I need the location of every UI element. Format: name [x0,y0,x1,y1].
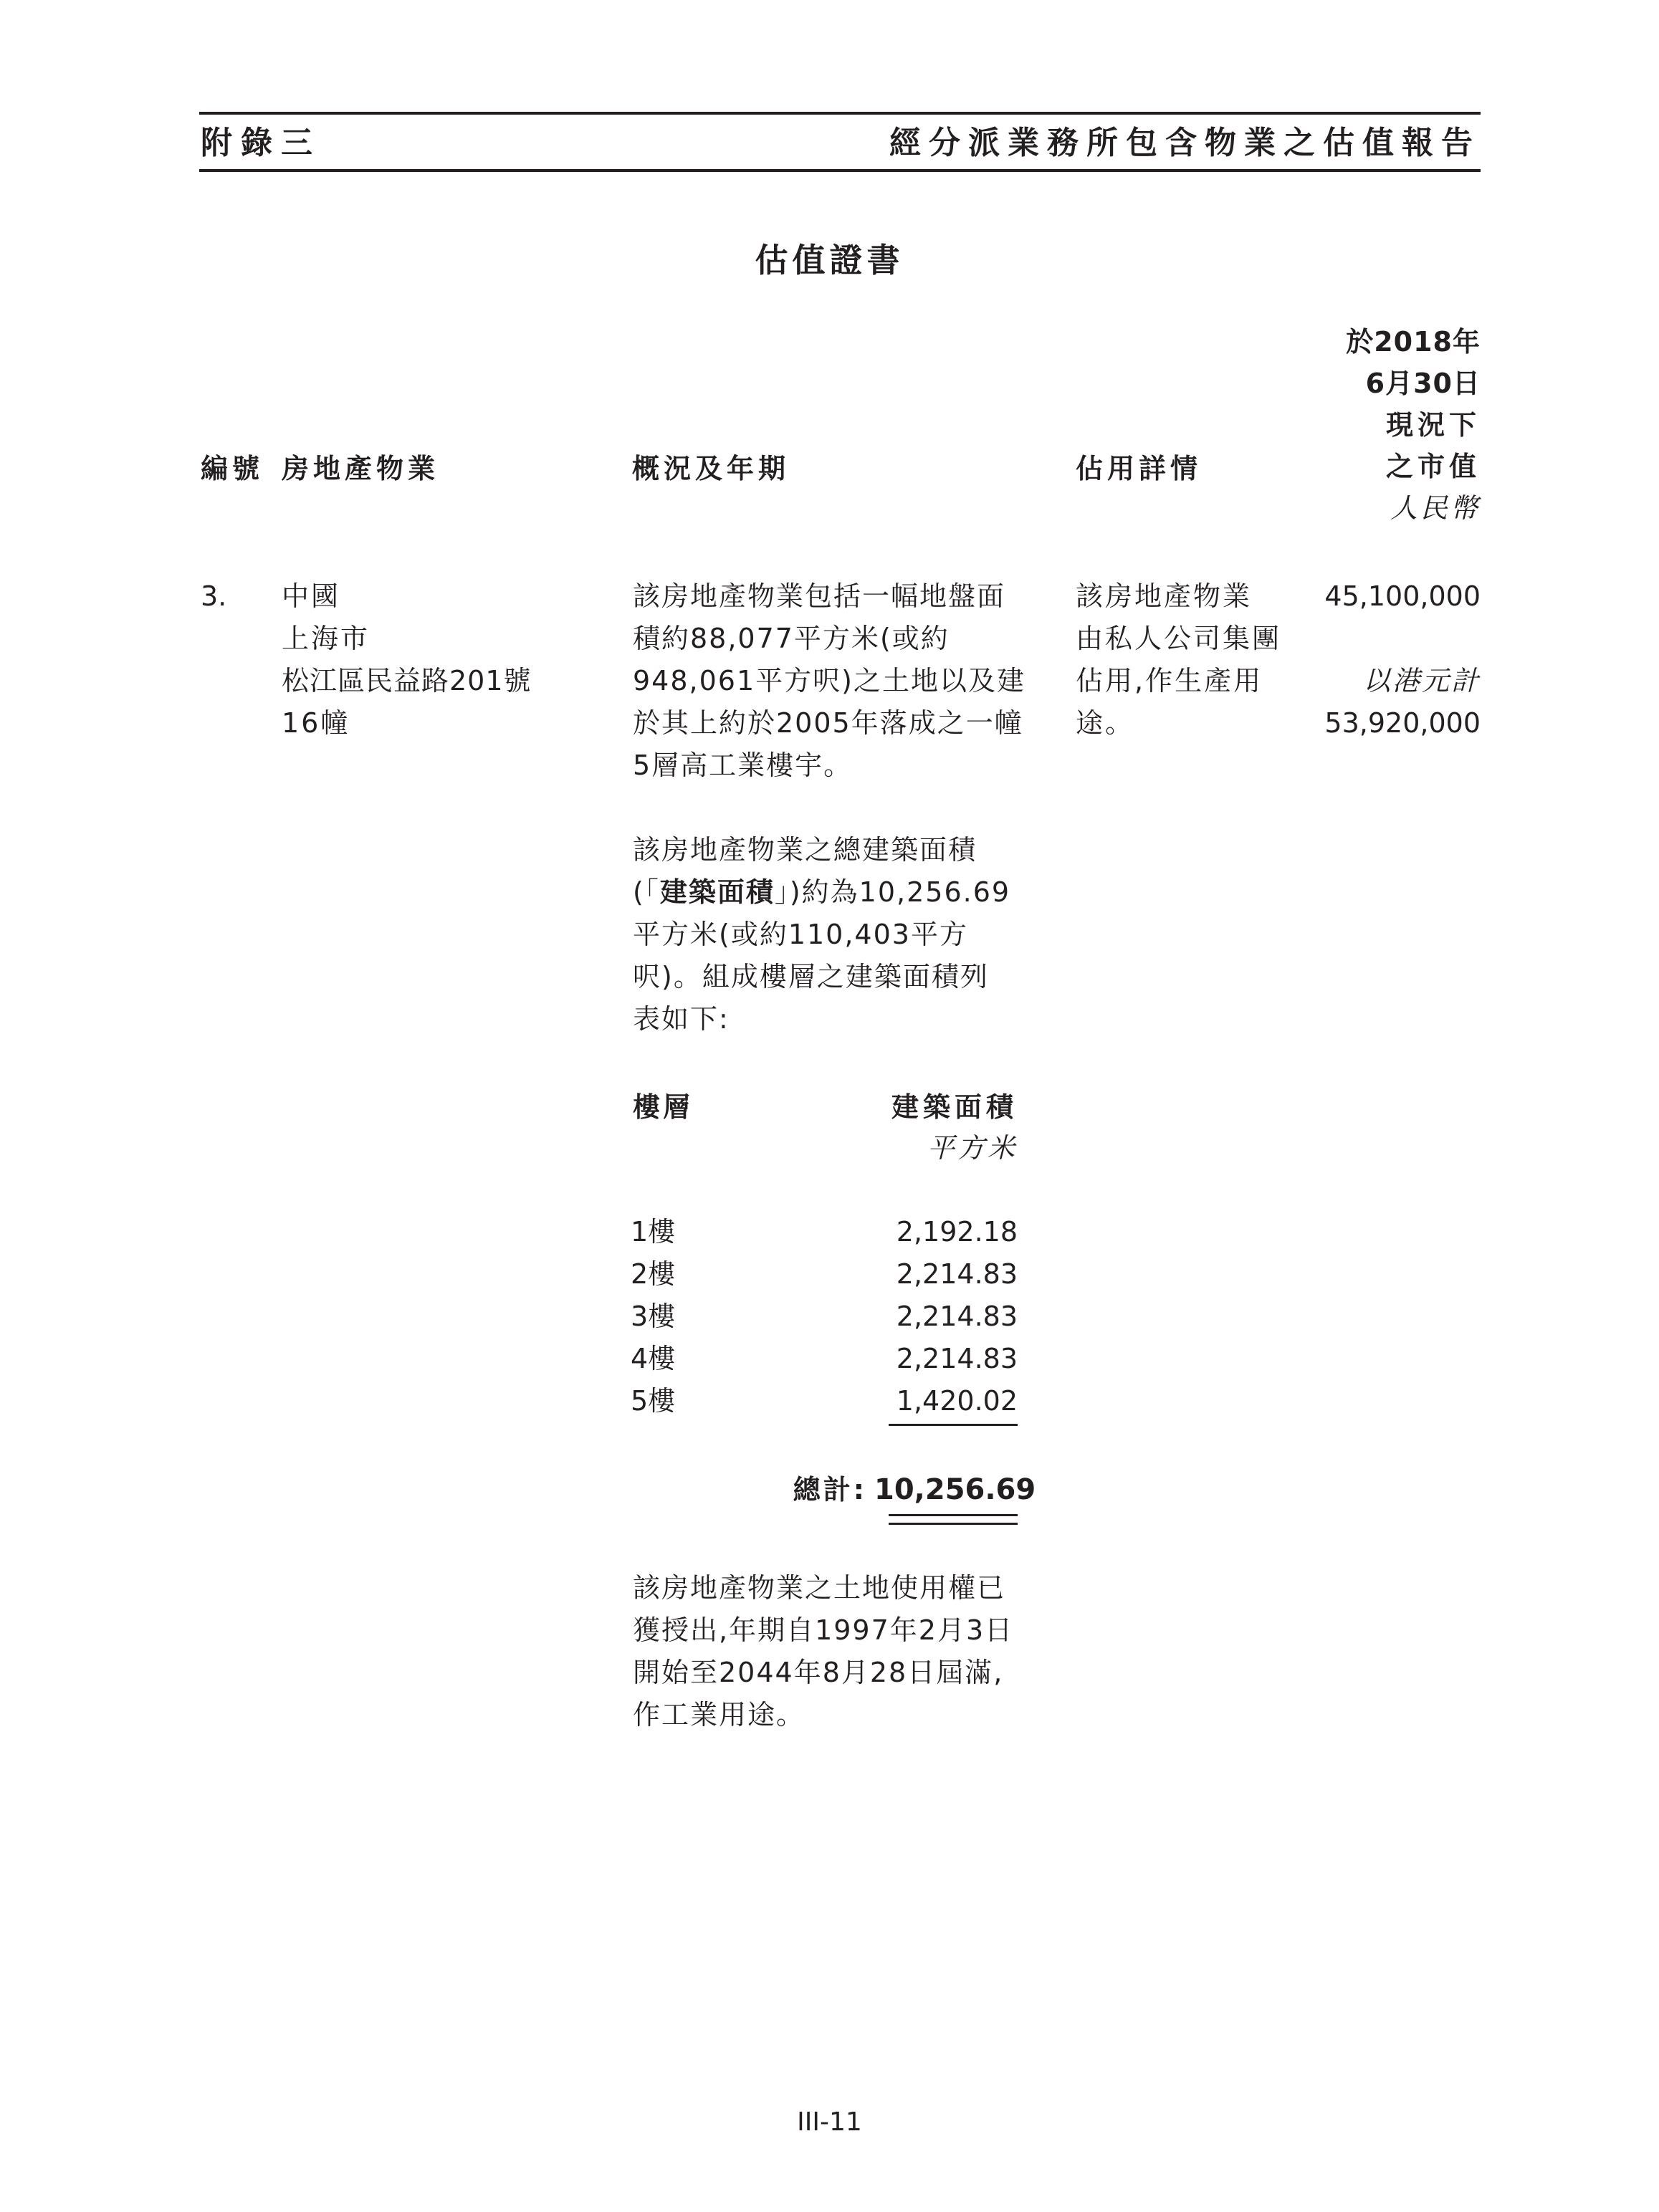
header-report-title: 經分派業務所包含物業之估值報告 [889,125,1481,161]
certificate-title: 估值證書 [755,241,904,279]
column-header-occupancy: 佔用詳情 [1076,453,1203,484]
total-double-rule [889,1514,1018,1516]
description-line: 該房地產物業包括一幅地盤面 [633,580,1006,612]
total-double-rule [889,1523,1018,1525]
floor-area: 2,214.83 [896,1258,1018,1290]
floor-table-header-floor: 樓層 [633,1091,694,1123]
description-line: 作工業用途。 [633,1699,805,1730]
floor-table-header-area: 建築面積 [891,1091,1018,1123]
total-value: 10,256.69 [874,1473,1036,1506]
description-line: 948,061平方呎)之土地以及建 [633,665,1025,696]
property-number: 3. [201,580,227,612]
occupancy-line: 由私人公司集團 [1076,623,1282,654]
market-value-hkd: 53,920,000 [1324,707,1481,739]
gfa-open-quote: (「 [633,876,660,908]
column-header-property: 房地產物業 [282,453,440,484]
description-line: 呎)。組成樓層之建築面積列 [633,961,989,992]
description-line: 積約88,077平方米(或約 [633,623,950,654]
value-column-header [1194,321,1481,530]
market-value-rmb: 45,100,000 [1324,580,1481,612]
description-line: 平方米(或約110,403平方 [633,919,968,950]
description-line: 於其上約於2005年落成之一幢 [633,707,1023,739]
description-paragraph-2 [633,829,1010,1040]
address-line: 松江區民益路201號 [282,665,532,696]
floor-label: 2樓 [631,1258,676,1290]
description-paragraph-3 [633,1567,1013,1736]
gfa-definition-rest: 」)約為10,256.69 [774,876,1011,908]
floor-label: 5樓 [631,1385,676,1417]
occupancy-line: 途。 [1076,707,1135,739]
header-bottom-rule [199,169,1481,172]
gfa-defined-term: 建築面積 [659,876,775,908]
subtotal-rule [889,1424,1018,1426]
floor-row [631,1380,1018,1422]
floor-row [631,1253,1018,1296]
floor-label: 4樓 [631,1343,676,1374]
value-header-line: 6月30日 [1365,368,1481,399]
description-line [633,871,1010,914]
floor-area: 2,214.83 [896,1301,1018,1332]
property-address [282,575,532,744]
description-line: 開始至2044年8月28日屆滿, [633,1657,1004,1688]
floor-area: 1,420.02 [896,1385,1018,1417]
value-unit-label: 人民幣 [1390,492,1481,524]
floor-area: 2,214.83 [896,1343,1018,1374]
market-value-hkd-label: 以港元計 [1362,665,1481,696]
occupancy-line: 該房地產物業 [1076,580,1253,612]
description-line: 獲授出,年期自1997年2月3日 [633,1614,1014,1646]
address-line: 上海市 [282,623,370,654]
total-label: 總計: [793,1474,867,1505]
floor-label: 1樓 [631,1216,676,1248]
description-paragraph-1 [633,575,1025,787]
description-line: 該房地產物業之總建築面積 [633,834,977,866]
value-header-line: 於2018年 [1346,326,1481,358]
floor-label: 3樓 [631,1301,676,1332]
floor-row [631,1211,1018,1253]
description-line: 表如下: [633,1003,730,1035]
floor-row [631,1338,1018,1380]
floor-row [631,1296,1018,1338]
column-header-no: 編號 [201,453,264,484]
value-header-line: 之市值 [1385,451,1481,482]
market-value-block [1194,575,1481,744]
description-line: 該房地產物業之土地使用權已 [633,1572,1006,1604]
address-line: 中國 [282,580,341,612]
header-appendix-label: 附錄三 [201,125,321,161]
occupancy-line: 佔用,作生產用 [1076,665,1263,696]
page-number: III-11 [797,2107,862,2137]
floor-table-unit: 平方米 [927,1132,1018,1164]
address-line: 16幢 [282,707,350,739]
description-line: 5層高工業樓宇。 [633,750,853,781]
value-header-line: 現況下 [1385,409,1481,441]
header-top-rule [199,112,1481,115]
column-header-description: 概況及年期 [632,453,790,484]
floor-area: 2,192.18 [896,1216,1018,1248]
